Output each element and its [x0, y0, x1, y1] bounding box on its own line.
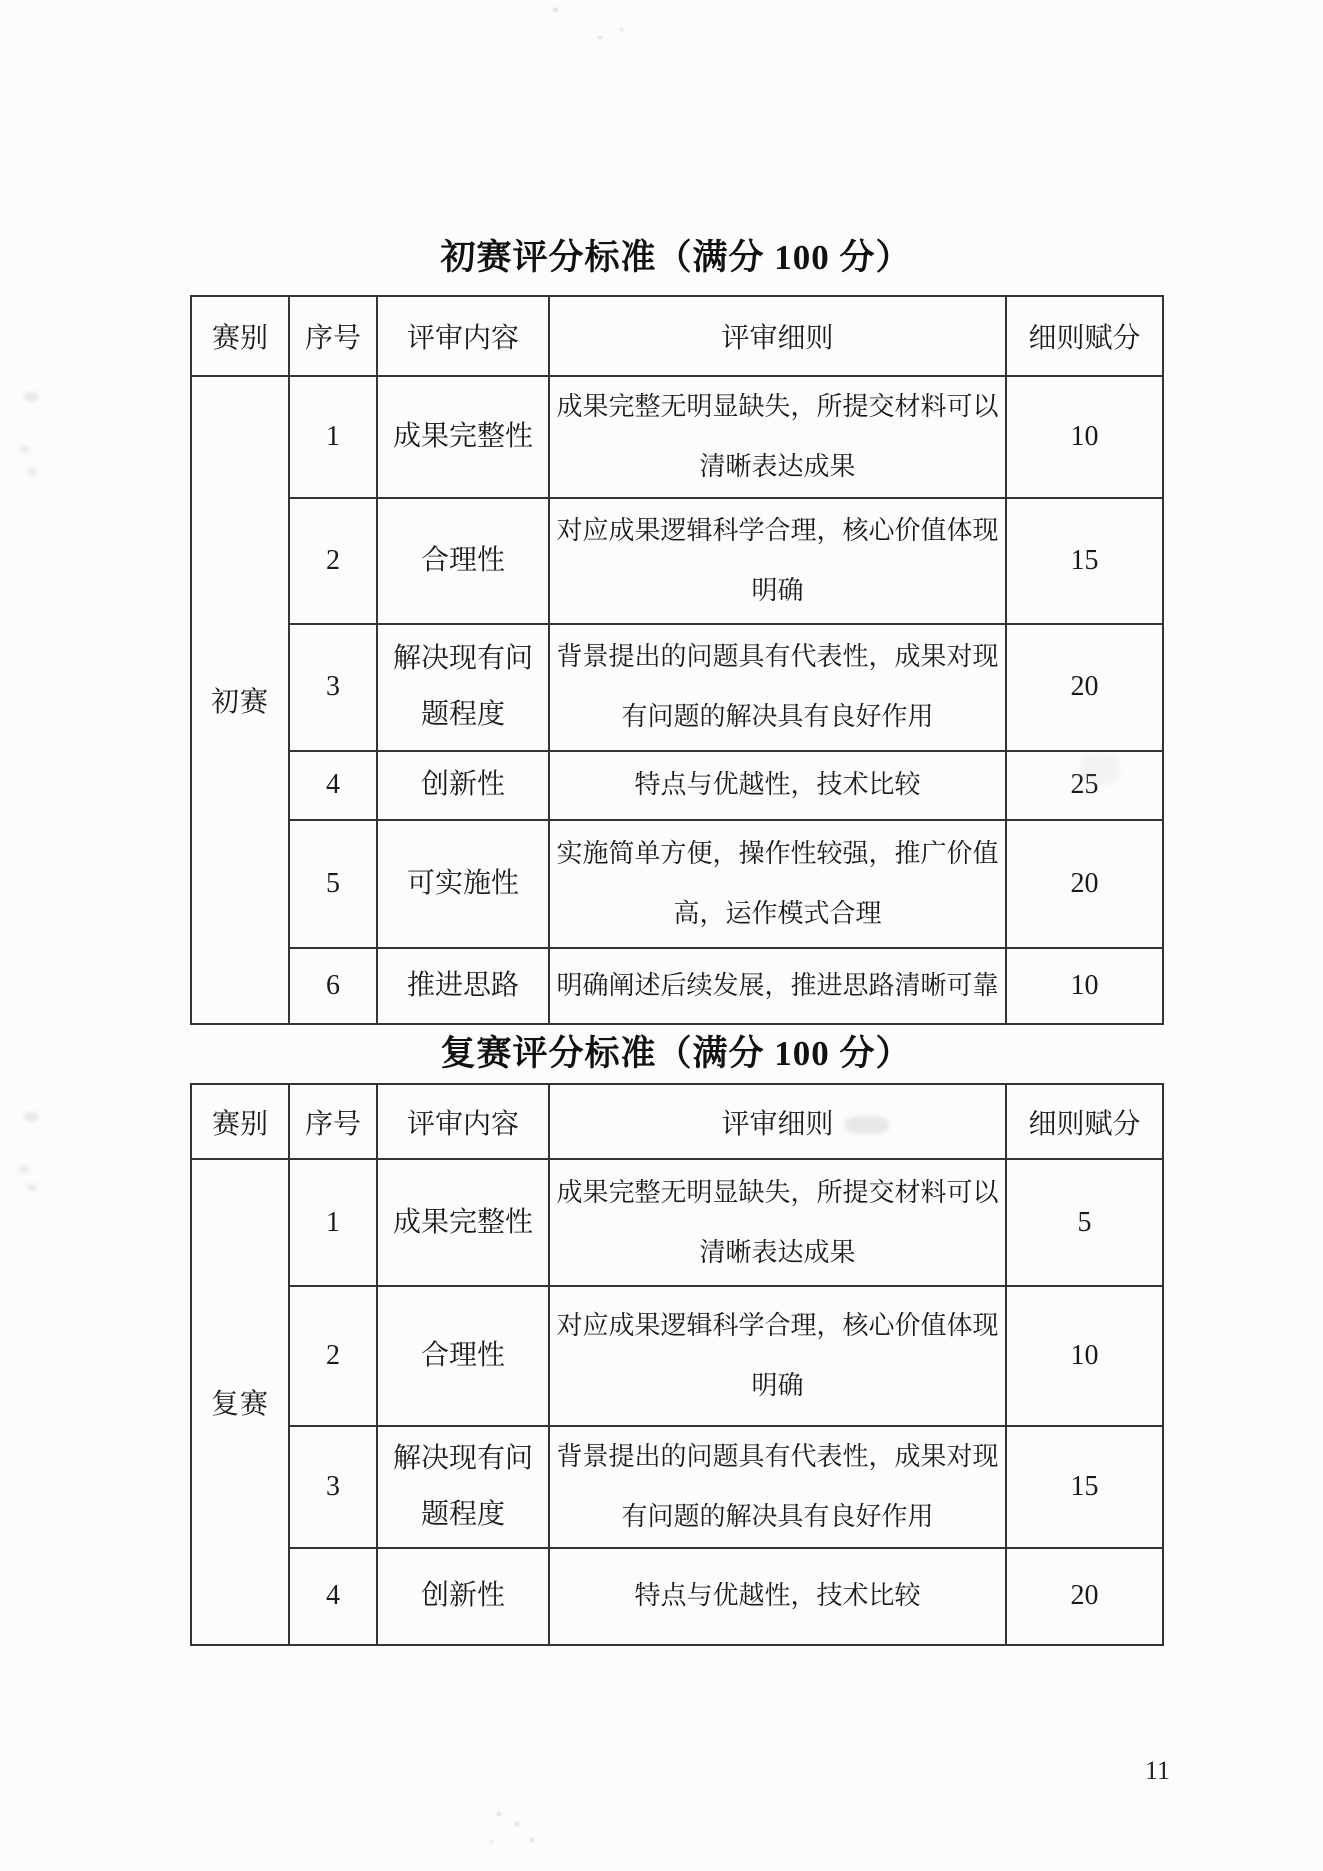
table-row — [191, 498, 1163, 624]
cell-content: 成果完整性 — [377, 376, 549, 498]
cell-no: 4 — [289, 751, 377, 820]
scan-artifact — [27, 1184, 36, 1191]
cell-detail — [549, 820, 1006, 948]
cell-score: 15 — [1006, 498, 1163, 624]
header-cell-content: 评审内容 — [377, 1084, 549, 1159]
table-row — [191, 1548, 1163, 1645]
header-cell-detail: 评审细则 — [549, 1084, 1006, 1159]
scan-artifact — [1080, 755, 1120, 785]
cell-no: 1 — [289, 376, 377, 498]
cell-score: 5 — [1006, 1159, 1163, 1286]
cell-content: 可实施性 — [377, 820, 549, 948]
cell-content: 合理性 — [377, 498, 549, 624]
scan-artifact — [19, 1166, 29, 1173]
detail-line: 对应成果逻辑科学合理，核心价值体现 — [556, 515, 999, 545]
scan-artifact — [845, 1116, 889, 1134]
cell-detail — [549, 751, 1006, 820]
table-header-row — [191, 296, 1163, 376]
cell-no: 3 — [289, 624, 377, 751]
table-row — [191, 376, 1163, 498]
group-cell-preliminary: 初赛 — [191, 376, 289, 1024]
detail-line: 清晰表达成果 — [699, 451, 856, 481]
header-cell-no: 序号 — [289, 296, 377, 376]
detail-line: 明确 — [751, 1371, 804, 1400]
header-cell-group: 赛别 — [191, 1084, 289, 1159]
scan-artifact — [24, 392, 38, 401]
table-row — [191, 1286, 1163, 1426]
cell-score: 20 — [1006, 1548, 1163, 1645]
header-cell-group: 赛别 — [191, 296, 289, 376]
scan-artifact — [28, 468, 37, 475]
table-row — [191, 1426, 1163, 1548]
cell-content: 合理性 — [377, 1286, 549, 1426]
table-row — [191, 1159, 1163, 1286]
scan-artifact — [530, 1838, 534, 1842]
cell-no: 5 — [289, 820, 377, 948]
detail-line: 特点与优越性，技术比较 — [634, 1581, 921, 1611]
cell-no: 1 — [289, 1159, 377, 1286]
cell-no: 4 — [289, 1548, 377, 1645]
preliminary-score-table — [190, 295, 1164, 1025]
cell-detail — [549, 1426, 1006, 1548]
table-header-row — [191, 1084, 1163, 1159]
scan-artifact — [497, 1812, 501, 1816]
preliminary-table-title: 初赛评分标准（满分 100 分） — [440, 238, 912, 277]
table-row — [191, 948, 1163, 1024]
detail-line: 特点与优越性，技术比较 — [634, 770, 921, 800]
cell-content: 推进思路 — [377, 948, 549, 1024]
cell-detail — [549, 948, 1006, 1024]
cell-detail — [549, 624, 1006, 751]
cell-score: 20 — [1006, 820, 1163, 948]
cell-detail — [549, 376, 1006, 498]
detail-line: 明确 — [751, 575, 804, 605]
cell-detail — [549, 1286, 1006, 1426]
cell-score: 20 — [1006, 624, 1163, 751]
cell-content: 创新性 — [377, 1548, 549, 1645]
scan-artifact — [620, 28, 623, 31]
scan-artifact — [515, 1822, 519, 1826]
cell-content: 解决现有问题程度 — [377, 624, 549, 751]
cell-content: 创新性 — [377, 751, 549, 820]
cell-no: 3 — [289, 1426, 377, 1548]
cell-score: 10 — [1006, 948, 1163, 1024]
cell-detail — [549, 1548, 1006, 1645]
detail-line: 有问题的解决具有良好作用 — [621, 1501, 934, 1531]
cell-score: 10 — [1006, 1286, 1163, 1426]
header-cell-content: 评审内容 — [377, 296, 549, 376]
semifinal-score-table — [190, 1083, 1164, 1646]
detail-line: 对应成果逻辑科学合理，核心价值体现 — [556, 1311, 999, 1341]
cell-content: 解决现有问题程度 — [377, 1426, 549, 1548]
scan-artifact — [490, 1840, 493, 1843]
header-cell-no: 序号 — [289, 1084, 377, 1159]
header-cell-score: 细则赋分 — [1006, 296, 1163, 376]
table-row — [191, 820, 1163, 948]
detail-line: 清晰表达成果 — [699, 1237, 856, 1267]
scan-artifact — [598, 36, 602, 39]
detail-line: 成果完整无明显缺失，所提交材料可以 — [556, 392, 999, 421]
cell-score: 10 — [1006, 376, 1163, 498]
scan-artifact — [24, 1112, 38, 1121]
detail-line: 背景提出的问题具有代表性，成果对现 — [556, 642, 999, 672]
cell-no: 2 — [289, 1286, 377, 1426]
table-row — [191, 624, 1163, 751]
cell-detail — [549, 1159, 1006, 1286]
cell-score: 15 — [1006, 1426, 1163, 1548]
detail-line: 成果完整无明显缺失，所提交材料可以 — [556, 1177, 999, 1207]
group-cell-semifinal: 复赛 — [191, 1159, 289, 1645]
scan-artifact — [553, 8, 558, 12]
cell-score: 25 — [1006, 751, 1163, 820]
page-number: 11 — [1145, 1756, 1171, 1785]
header-cell-detail: 评审细则 — [549, 296, 1006, 376]
detail-line: 实施简单方便，操作性较强，推广价值 — [556, 838, 999, 868]
detail-line: 背景提出的问题具有代表性，成果对现 — [556, 1442, 999, 1471]
detail-line: 明确阐述后续发展，推进思路清晰可靠 — [556, 970, 999, 1000]
scan-artifact — [20, 446, 30, 453]
cell-content: 成果完整性 — [377, 1159, 549, 1286]
semifinal-table-title: 复赛评分标准（满分 100 分） — [440, 1034, 912, 1073]
cell-detail — [549, 498, 1006, 624]
cell-no: 2 — [289, 498, 377, 624]
header-cell-score: 细则赋分 — [1006, 1084, 1163, 1159]
detail-line: 有问题的解决具有良好作用 — [621, 702, 934, 732]
table-row — [191, 751, 1163, 820]
cell-no: 6 — [289, 948, 377, 1024]
detail-line: 高，运作模式合理 — [673, 898, 882, 928]
